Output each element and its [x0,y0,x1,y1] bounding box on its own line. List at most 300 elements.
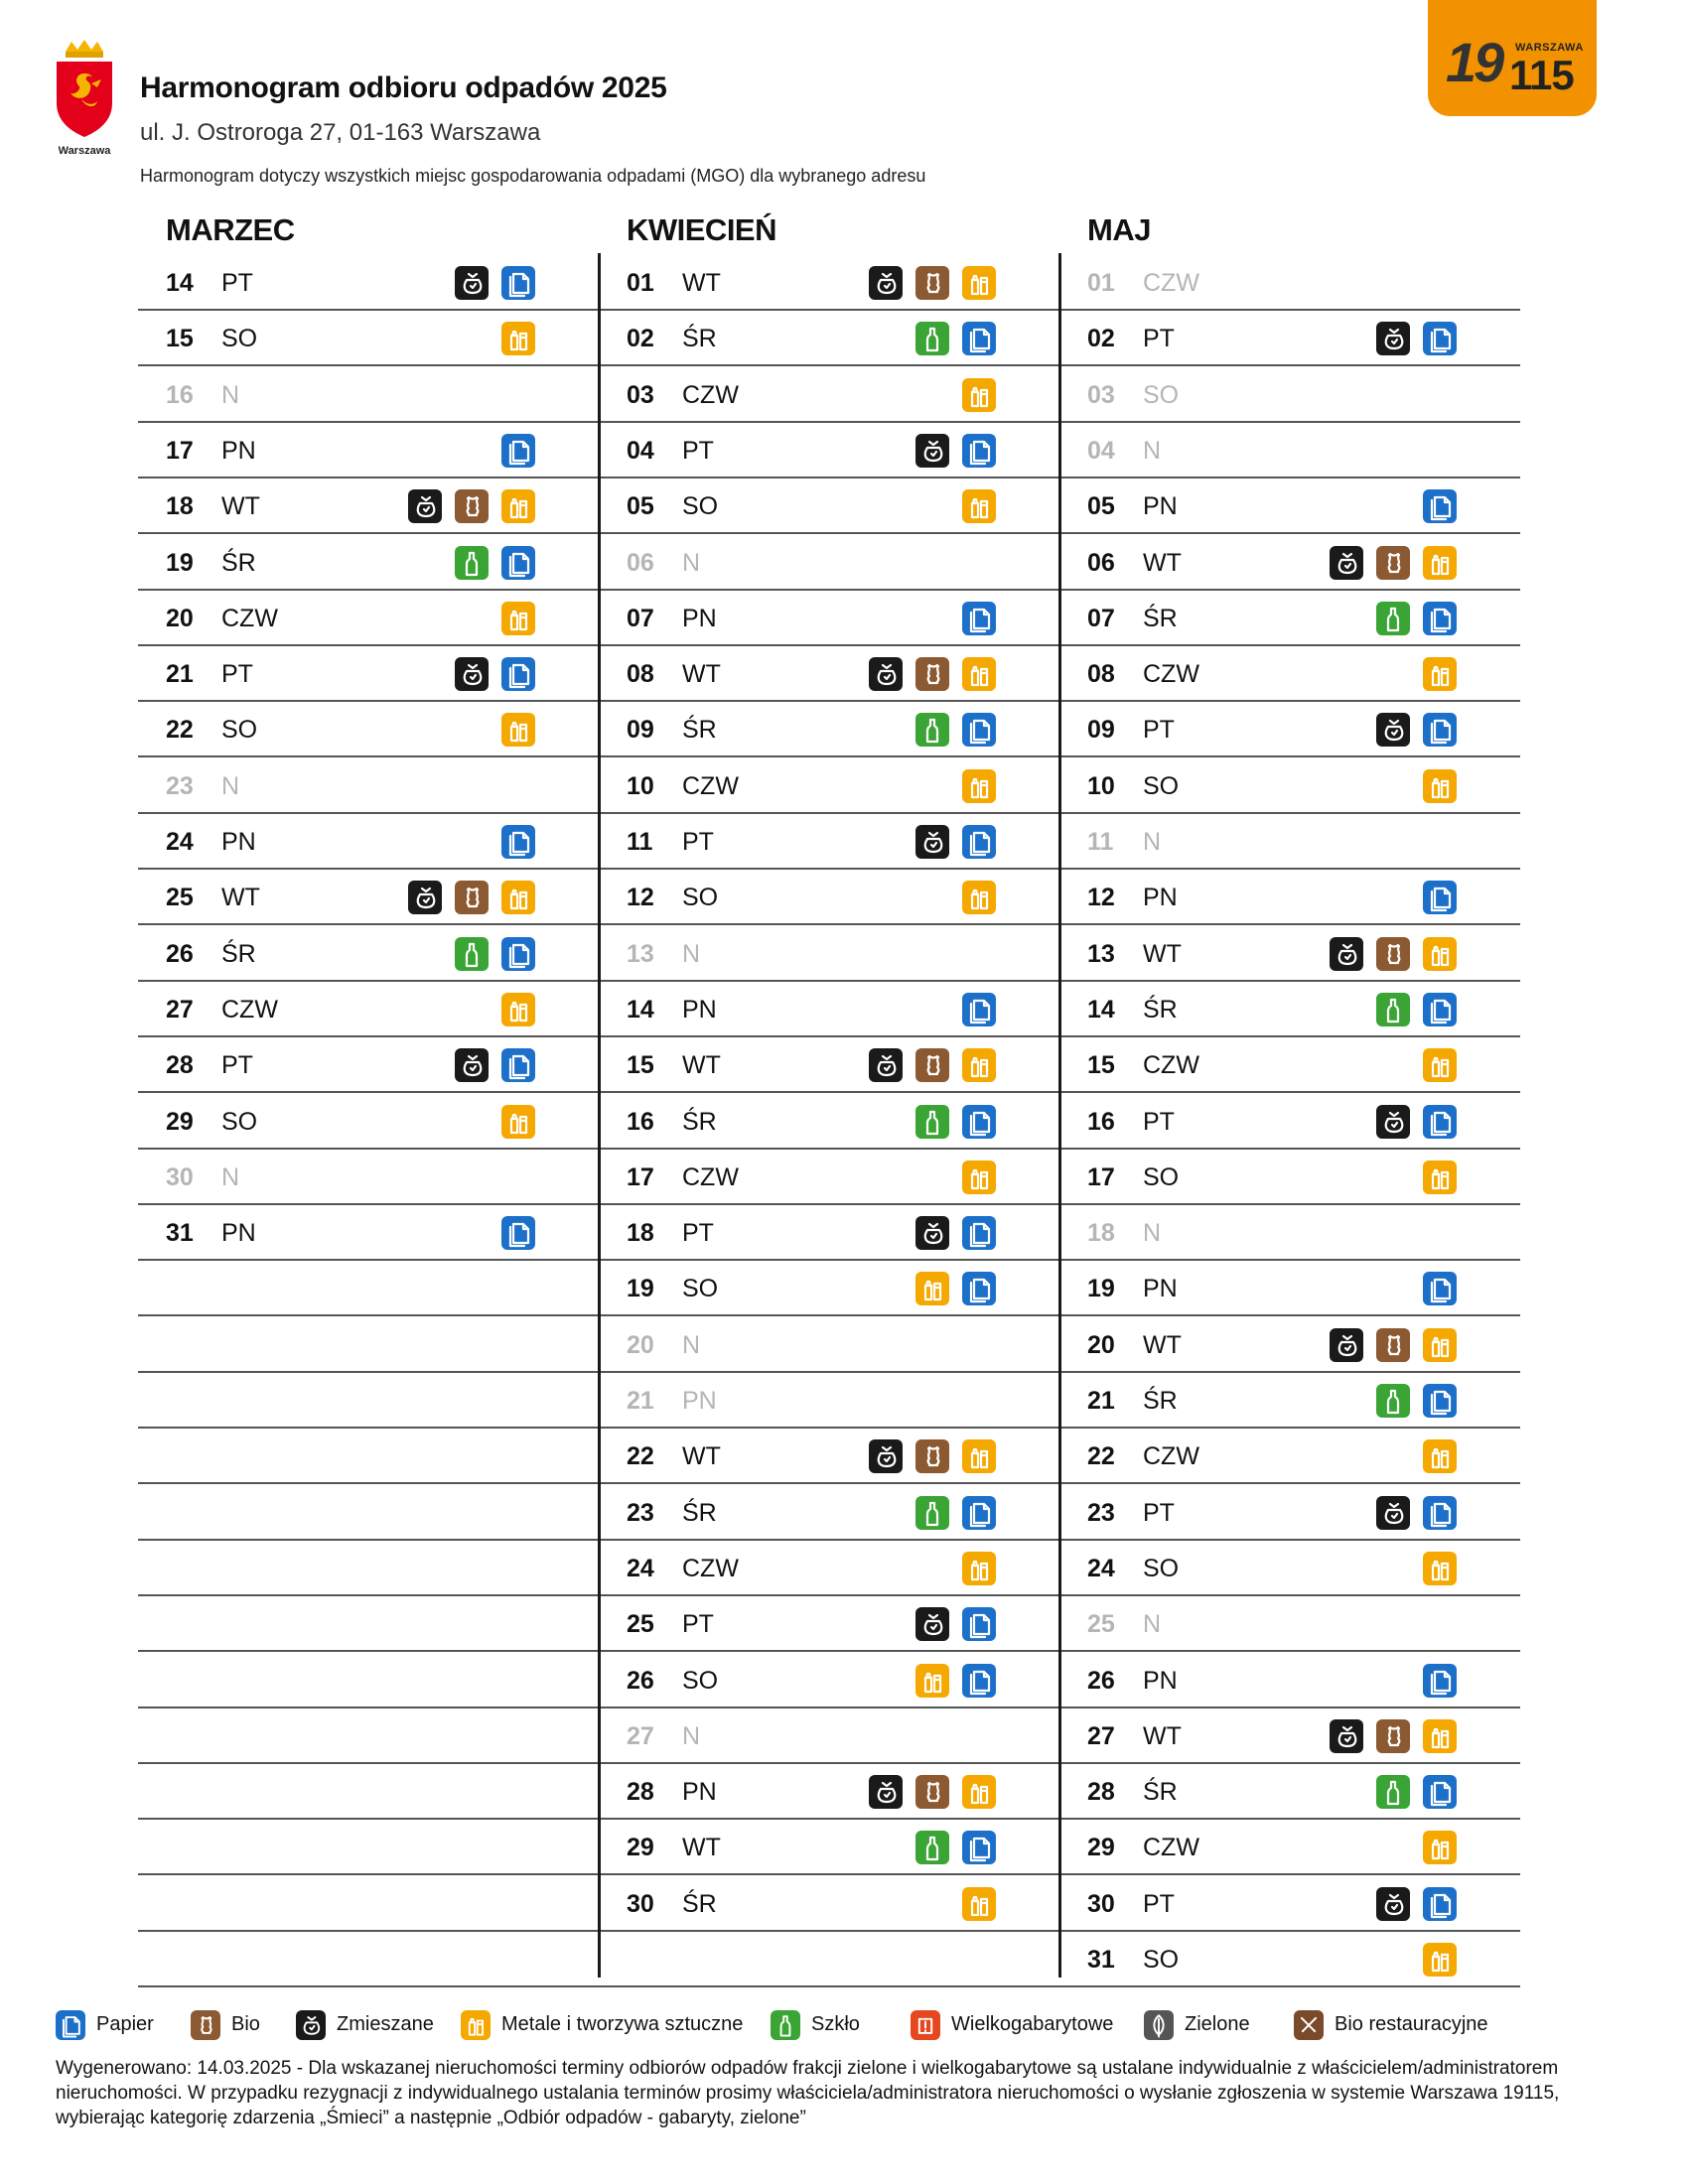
weekday: N [1143,1610,1162,1639]
collection-icons [501,825,535,859]
day-number: 03 [627,380,654,409]
day-row [138,535,599,591]
paper-icon [962,993,996,1026]
day-row [1059,814,1520,870]
day-number: 01 [627,269,654,297]
weekday: WT [1143,939,1182,968]
day-row [1059,423,1520,478]
collection-icons [962,489,996,523]
paper-icon [1423,602,1457,635]
day-row [1059,591,1520,646]
weekday: CZW [682,1554,739,1582]
weekday: PN [1143,492,1178,521]
collection-icons [962,769,996,803]
empty-row [138,1653,599,1708]
trash-bag-icon [1376,1496,1410,1530]
day-number: 27 [1087,1721,1115,1750]
day-number: 27 [166,995,194,1024]
paper-icon [1423,1887,1457,1921]
day-number: 12 [627,884,654,912]
day-row [1059,311,1520,366]
bottle-can-icon [962,1439,996,1473]
day-row [599,1708,1059,1764]
paper-icon [1423,322,1457,355]
day-row [1059,1037,1520,1093]
day-number: 02 [1087,325,1115,353]
bottle-can-icon [962,769,996,803]
apple-core-icon [1376,1719,1410,1753]
bottle-can-icon [1423,1831,1457,1864]
weekday: SO [682,1666,719,1695]
weekday: WT [682,1834,721,1862]
bottle-can-icon [501,993,535,1026]
day-number: 28 [1087,1778,1115,1807]
day-number: 30 [627,1889,654,1918]
day-row [1059,1317,1520,1373]
weekday: ŚR [1143,604,1178,632]
weekday: PT [221,1051,253,1080]
weekday: ŚR [682,1889,717,1918]
paper-icon [1423,1775,1457,1809]
day-number: 18 [1087,1219,1115,1248]
trash-bag-icon [915,825,949,859]
legend-label: Bio restauracyjne [1335,2013,1488,2035]
collection-icons [1423,1272,1457,1305]
empty-row [138,1764,599,1820]
weekday: ŚR [682,325,717,353]
day-row [599,478,1059,534]
day-number: 20 [1087,1330,1115,1359]
collection-icons [962,993,996,1026]
day-row [138,1037,599,1093]
day-row [599,646,1059,702]
day-number: 19 [166,548,194,577]
trash-bag-icon [408,881,442,914]
day-row [1059,1708,1520,1764]
collection-icons [869,1775,996,1809]
day-number: 16 [1087,1107,1115,1136]
apple-core-icon [455,881,489,914]
collection-icons [962,602,996,635]
day-row [1059,535,1520,591]
paper-icon [962,322,996,355]
bottle-can-icon [1423,1552,1457,1585]
day-row [1059,1373,1520,1429]
bottle-can-icon [501,489,535,523]
day-number: 15 [627,1051,654,1080]
day-number: 13 [627,939,654,968]
collection-icons [1376,1496,1457,1530]
day-number: 04 [627,436,654,465]
day-row [1059,702,1520,757]
day-row [138,1150,599,1205]
collection-icons [869,1439,996,1473]
paper-icon [962,1664,996,1698]
day-row [599,1429,1059,1484]
day-number: 26 [166,939,194,968]
bottle-can-icon [501,322,535,355]
trash-bag-icon [915,434,949,468]
day-number: 29 [627,1834,654,1862]
day-row [138,367,599,423]
weekday: ŚR [1143,1778,1178,1807]
weekday: PN [1143,884,1178,912]
bottle-can-icon [461,2010,491,2040]
day-number: 03 [1087,380,1115,409]
bottle-can-icon [1423,769,1457,803]
weekday: PN [221,436,256,465]
collection-icons [1376,322,1457,355]
day-number: 18 [166,492,194,521]
trash-bag-icon [915,1607,949,1641]
weekday: PN [221,1219,256,1248]
weekday: PT [1143,1889,1175,1918]
day-row [138,1205,599,1261]
trash-bag-icon [1330,1719,1363,1753]
glass-bottle-icon [1376,1384,1410,1418]
glass-bottle-icon [455,546,489,580]
day-row [599,1653,1059,1708]
day-row [599,1150,1059,1205]
empty-row [138,1932,599,1987]
badge-city: WARSZAWA [1515,42,1584,54]
day-row [138,926,599,982]
collection-icons [455,657,535,691]
day-number: 19 [627,1275,654,1303]
bottle-can-icon [1423,1719,1457,1753]
month-column [1059,208,1520,1978]
collection-icons [915,434,996,468]
weekday: CZW [682,380,739,409]
day-number: 14 [1087,995,1115,1024]
trash-bag-icon [869,1048,903,1082]
collection-icons [1423,489,1457,523]
glass-bottle-icon [915,713,949,747]
paper-icon [501,434,535,468]
day-number: 20 [166,604,194,632]
bottle-can-icon [1423,657,1457,691]
footer-note: Wygenerowano: 14.03.2025 - Dla wskazanej nieruchomości terminy odbiorów odpadów frakcji zielone i wielkogabarytowe są ustalane indywidualnie z właścicielem/administratorem nieruchomości. W przypadku rezygnacji z indywidualnego ustalania terminów prosimy właściciela/administratora nieruchomości o wysłanie zgłoszenia w systemie Warszawa 19115, wybierając kategorię zdarzenia „Śmieci” a następnie „Odbiór odpadów - gabaryty, zielone” [56,2058,1560,2128]
day-number: 01 [1087,269,1115,297]
bulky-waste-icon [911,2010,940,2040]
collection-icons [501,434,535,468]
day-row [599,311,1059,366]
collection-icons [501,1216,535,1250]
bottle-can-icon [1423,1328,1457,1362]
day-row [599,982,1059,1037]
day-number: 25 [166,884,194,912]
paper-icon [962,434,996,468]
weekday: PT [682,828,714,856]
day-row [599,758,1059,814]
weekday: WT [221,492,260,521]
weekday: N [682,1330,701,1359]
day-row [138,814,599,870]
day-number: 12 [1087,884,1115,912]
collection-icons [915,1496,996,1530]
collection-icons [1423,1552,1457,1585]
glass-bottle-icon [915,1831,949,1864]
bottle-can-icon [962,1887,996,1921]
day-number: 21 [1087,1387,1115,1415]
day-row [599,367,1059,423]
paper-icon [962,1272,996,1305]
day-row [1059,1653,1520,1708]
day-number: 21 [627,1387,654,1415]
collection-icons [501,713,535,747]
badge-115: 115 [1509,52,1574,98]
paper-icon [1423,1272,1457,1305]
glass-bottle-icon [915,1105,949,1139]
bottle-can-icon [962,1775,996,1809]
paper-icon [962,602,996,635]
collection-icons [1376,1775,1457,1809]
day-number: 14 [166,269,194,297]
trash-bag-icon [455,266,489,300]
bottle-can-icon [915,1272,949,1305]
legend-label: Bio [231,2013,260,2035]
badge-19: 19 [1446,31,1502,93]
trash-bag-icon [1376,1887,1410,1921]
trash-bag-icon [869,1439,903,1473]
day-number: 02 [627,325,654,353]
weekday: PT [221,269,253,297]
trash-bag-icon [1330,546,1363,580]
paper-icon [1423,1384,1457,1418]
weekday: ŚR [682,1498,717,1527]
collection-icons [1376,602,1457,635]
day-row [138,870,599,925]
day-row [1059,1820,1520,1875]
empty-row [138,1373,599,1429]
day-row [1059,367,1520,423]
collection-icons [455,546,535,580]
day-row [138,646,599,702]
day-number: 23 [166,771,194,800]
collection-icons [915,1607,996,1641]
empty-row [138,1261,599,1316]
weekday: SO [221,325,258,353]
collection-icons [1423,1664,1457,1698]
collection-icons [501,322,535,355]
empty-row [599,1932,1059,1987]
weekday: SO [682,1275,719,1303]
paper-icon [962,825,996,859]
collection-icons [1376,993,1457,1026]
weekday: N [221,380,240,409]
day-row [599,1094,1059,1150]
empty-row [138,1596,599,1652]
day-row [1059,1541,1520,1596]
collection-icons [915,825,996,859]
bottle-can-icon [1423,1439,1457,1473]
day-row [599,255,1059,311]
day-row [599,870,1059,925]
collection-icons [915,1272,996,1305]
warszawa-19115-badge[interactable] [1428,0,1597,116]
apple-core-icon [915,266,949,300]
day-number: 30 [166,1162,194,1191]
collection-icons [408,489,535,523]
day-row [1059,1150,1520,1205]
collection-icons [869,266,996,300]
weekday: CZW [221,995,278,1024]
weekday: CZW [1143,1442,1199,1471]
weekday: N [1143,1219,1162,1248]
collection-icons [501,602,535,635]
bottle-can-icon [1423,1160,1457,1194]
collection-icons [1423,657,1457,691]
day-number: 08 [1087,660,1115,689]
weekday: WT [1143,1721,1182,1750]
glass-bottle-icon [1376,602,1410,635]
weekday: SO [682,884,719,912]
weekday: SO [1143,771,1180,800]
collection-icons [1423,1439,1457,1473]
weekday: WT [1143,548,1182,577]
trash-bag-icon [915,1216,949,1250]
bottle-can-icon [1423,1048,1457,1082]
collection-icons [915,1831,996,1864]
legend-label: Metale i tworzywa sztuczne [501,2013,744,2035]
weekday: WT [682,269,721,297]
bottle-can-icon [962,378,996,412]
day-number: 08 [627,660,654,689]
weekday: CZW [221,604,278,632]
weekday: PN [221,828,256,856]
collection-icons [962,1160,996,1194]
glass-bottle-icon [1376,993,1410,1026]
day-row [1059,255,1520,311]
collection-icons [408,881,535,914]
day-number: 17 [166,436,194,465]
weekday: WT [682,1442,721,1471]
weekday: ŚR [1143,995,1178,1024]
paper-icon [501,266,535,300]
trash-bag-icon [1376,713,1410,747]
day-row [1059,646,1520,702]
weekday: PN [682,604,717,632]
weekday: PN [682,1778,717,1807]
day-number: 05 [1087,492,1115,521]
legend-label: Szkło [811,2013,860,2035]
day-row [1059,1876,1520,1932]
trash-bag-icon [1330,1328,1363,1362]
day-number: 29 [166,1107,194,1136]
day-number: 24 [166,828,194,856]
schedule-grid [138,208,1520,1978]
weekday: PT [1143,325,1175,353]
day-number: 10 [627,771,654,800]
weekday: SO [221,1107,258,1136]
day-row [599,926,1059,982]
empty-row [138,1429,599,1484]
apple-core-icon [915,1439,949,1473]
collection-icons [1376,713,1457,747]
legend-label: Zielone [1185,2013,1250,2035]
trash-bag-icon [1376,322,1410,355]
trash-bag-icon [408,489,442,523]
day-number: 04 [1087,436,1115,465]
paper-icon [56,2010,85,2040]
day-row [599,1820,1059,1875]
day-row [1059,1596,1520,1652]
collection-icons [1423,1048,1457,1082]
bottle-can-icon [501,713,535,747]
month-title: KWIECIEŃ [627,212,776,247]
collection-icons [915,1664,996,1698]
paper-icon [1423,1496,1457,1530]
collection-icons [869,1048,996,1082]
weekday: PN [682,1387,717,1415]
apple-core-icon [915,657,949,691]
weekday: SO [1143,380,1180,409]
day-number: 06 [627,548,654,577]
month-column [138,208,599,1978]
day-number: 21 [166,660,194,689]
day-number: 26 [627,1666,654,1695]
apple-core-icon [915,1048,949,1082]
glass-bottle-icon [915,322,949,355]
collection-icons [1423,769,1457,803]
paper-icon [1423,881,1457,914]
day-number: 13 [1087,939,1115,968]
collection-icons [1376,1105,1457,1139]
bottle-can-icon [962,1160,996,1194]
day-row [599,535,1059,591]
collection-icons [1330,1719,1457,1753]
day-number: 25 [627,1610,654,1639]
collection-icons [1423,881,1457,914]
day-row [599,1485,1059,1541]
day-row [1059,758,1520,814]
paper-icon [1423,489,1457,523]
weekday: CZW [682,771,739,800]
weekday: N [682,548,701,577]
paper-icon [962,1496,996,1530]
empty-row [138,1317,599,1373]
day-number: 06 [1087,548,1115,577]
bottle-can-icon [962,1552,996,1585]
day-number: 18 [627,1219,654,1248]
weekday: SO [682,492,719,521]
apple-core-icon [191,2010,220,2040]
weekday: N [1143,436,1162,465]
weekday: PT [1143,1498,1175,1527]
weekday: PT [1143,1107,1175,1136]
day-row [1059,1094,1520,1150]
collection-icons [1423,1943,1457,1977]
paper-icon [962,1105,996,1139]
day-number: 22 [166,716,194,745]
weekday: WT [221,884,260,912]
day-row [599,1764,1059,1820]
day-number: 28 [627,1778,654,1807]
trash-bag-icon [1376,1105,1410,1139]
day-row [1059,1485,1520,1541]
day-row [599,814,1059,870]
glass-bottle-icon [771,2010,800,2040]
weekday: SO [1143,1946,1180,1974]
collection-icons [915,713,996,747]
bottle-can-icon [501,602,535,635]
day-number: 09 [627,716,654,745]
day-row [1059,926,1520,982]
day-row [138,1094,599,1150]
weekday: CZW [1143,1051,1199,1080]
weekday: ŚR [682,1107,717,1136]
day-number: 05 [627,492,654,521]
